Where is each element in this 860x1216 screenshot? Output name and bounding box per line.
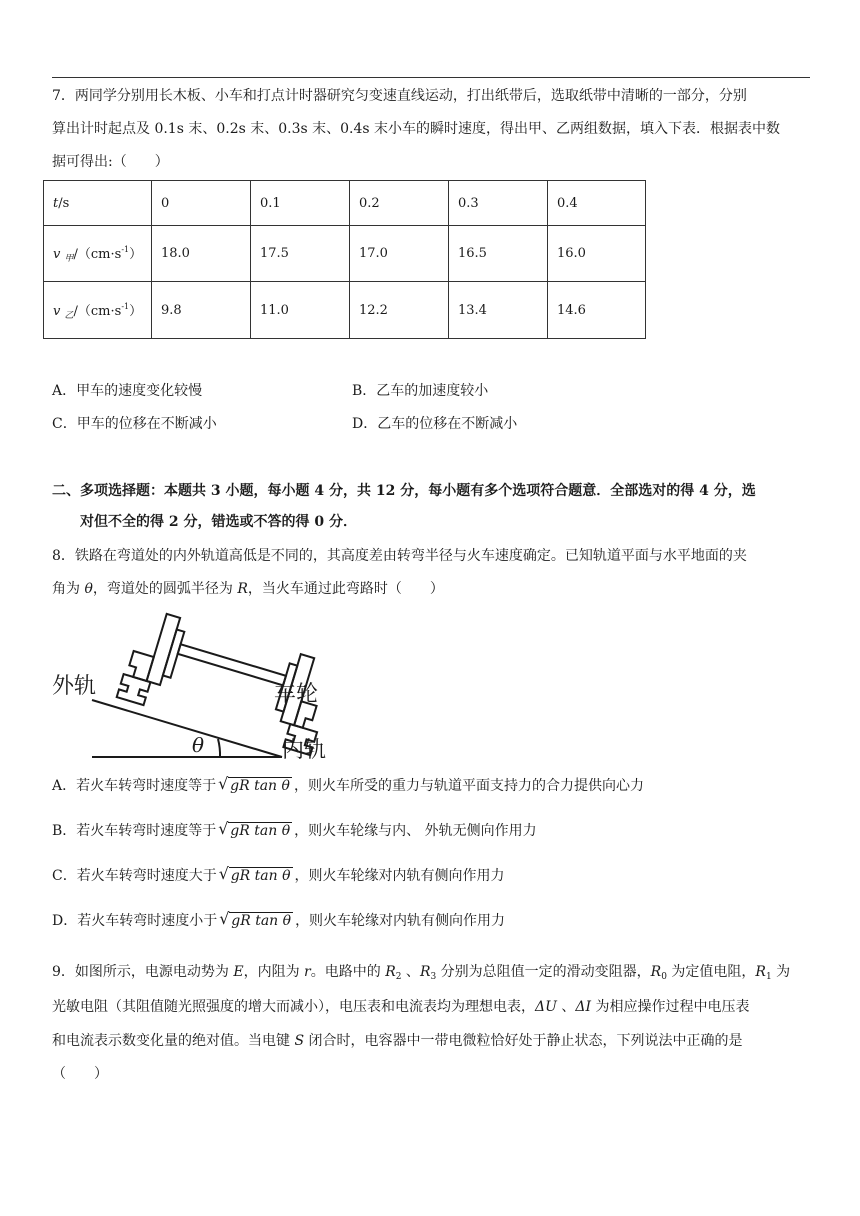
table-cell: 0 bbox=[152, 181, 251, 226]
q8-option-a: A．若火车转弯时速度等于 √ gR tan θ ，则火车所受的重力与轨道平面支持力的合力提供向心力 bbox=[52, 774, 644, 794]
q9-stem-line1: 9．如图所示，电源电动势为 E，内阻为 r。电路中的 $R_2$ 、$R_3$ 分别为总阻值一定的滑动变阻器，$R_0$ 为定值电阻，$R_1$ 为 bbox=[52, 964, 791, 982]
sqrt-expression: √ gR tan θ bbox=[219, 909, 292, 929]
table-header-label: t/s bbox=[44, 181, 152, 226]
table-cell: 14.6 bbox=[548, 282, 646, 339]
q9-stem-line2: 光敏电阻（其阻值随光照强度的增大而减小），电压表和电流表均为理想电表，ΔU 、ΔI 为相应操作过程中电压表 bbox=[52, 999, 750, 1015]
q7-option-d: D．乙车的位移在不断减小 bbox=[352, 416, 518, 432]
table-cell: 9.8 bbox=[152, 282, 251, 339]
banked-track-figure bbox=[50, 605, 350, 763]
top-rule bbox=[52, 77, 810, 78]
sqrt-expression: √ gR tan θ bbox=[218, 774, 290, 794]
q7-stem-line3: 据可得出:（ ） bbox=[52, 154, 169, 170]
table-cell: 16.0 bbox=[548, 226, 646, 282]
table-cell: 17.0 bbox=[350, 226, 449, 282]
table-cell: 12.2 bbox=[350, 282, 449, 339]
table-cell: 18.0 bbox=[152, 226, 251, 282]
sqrt-expression: √ gR tan θ bbox=[218, 864, 291, 884]
q7-option-a: A．甲车的速度变化较慢 bbox=[52, 383, 203, 399]
inner-rail-label: 内轨 bbox=[282, 738, 327, 763]
table-row-time bbox=[44, 181, 646, 226]
q7-option-c: C．甲车的位移在不断减小 bbox=[52, 416, 217, 432]
q7-stem-line1: 7．两同学分别用长木板、小车和打点计时器研究匀变速直线运动，打出纸带后，选取纸带中清晰的一部分，分别 bbox=[52, 88, 747, 104]
table-cell: 0.3 bbox=[449, 181, 548, 226]
table-row-yi bbox=[44, 282, 646, 339]
section2-heading-line2: 对但不全的得 2 分，错选或不答的得 0 分． bbox=[80, 514, 357, 530]
q8-option-c: C．若火车转弯时速度大于 √ gR tan θ ，则火车轮缘对内轨有侧向作用力 bbox=[52, 864, 505, 884]
q7-option-b: B．乙车的加速度较小 bbox=[352, 383, 489, 399]
table-cell: 17.5 bbox=[251, 226, 350, 282]
q7-stem-line2: 算出计时起点及 0.1s 末、0.2s 末、0.3s 末、0.4s 末小车的瞬时速度，得出甲、乙两组数据，填入下表．根据表中数 bbox=[52, 121, 781, 137]
q8-stem-line2: 角为 θ，弯道处的圆弧半径为 R，当火车通过此弯路时（ ） bbox=[52, 581, 444, 597]
table-cell: 16.5 bbox=[449, 226, 548, 282]
sqrt-expression: √ gR tan θ bbox=[218, 819, 291, 839]
table-cell: 0.4 bbox=[548, 181, 646, 226]
outer-rail-label: 外轨 bbox=[52, 674, 97, 699]
table-cell: 0.2 bbox=[350, 181, 449, 226]
q8-option-b: B．若火车转弯时速度等于 √ gR tan θ ，则火车轮缘与内、 外轨无侧向作用力 bbox=[52, 819, 537, 839]
section2-heading-line1: 二、多项选择题：本题共 3 小题，每小题 4 分，共 12 分，每小题有多个选项符合题意．全部选对的得 4 分，选 bbox=[52, 483, 756, 499]
q7-data-table bbox=[43, 180, 646, 339]
angle-theta-label: θ bbox=[192, 733, 205, 757]
table-row-jia bbox=[44, 226, 646, 282]
q9-stem-line3: 和电流表示数变化量的绝对值。当电键 S 闭合时，电容器中一带电微粒恰好处于静止状态，下列说法中正确的是 bbox=[52, 1033, 743, 1049]
table-row-label-jia: v $_甲/(cm\cdot s^{-1})$ bbox=[44, 226, 152, 282]
q8-option-d: D．若火车转弯时速度小于 √ gR tan θ ，则火车轮缘对内轨有侧向作用力 bbox=[52, 909, 506, 929]
table-cell: 11.0 bbox=[251, 282, 350, 339]
q8-stem-line1: 8．铁路在弯道处的内外轨道高低是不同的，其高度差由转弯半径与火车速度确定。已知轨道平面与水平地面的夹 bbox=[52, 548, 747, 564]
table-row-label-yi: v $_乙/(cm\cdot s^{-1})$ bbox=[44, 282, 152, 339]
wheel-label: 车轮 bbox=[274, 682, 319, 707]
table-cell: 13.4 bbox=[449, 282, 548, 339]
q9-stem-line4: （ ） bbox=[52, 1066, 108, 1082]
table-cell: 0.1 bbox=[251, 181, 350, 226]
